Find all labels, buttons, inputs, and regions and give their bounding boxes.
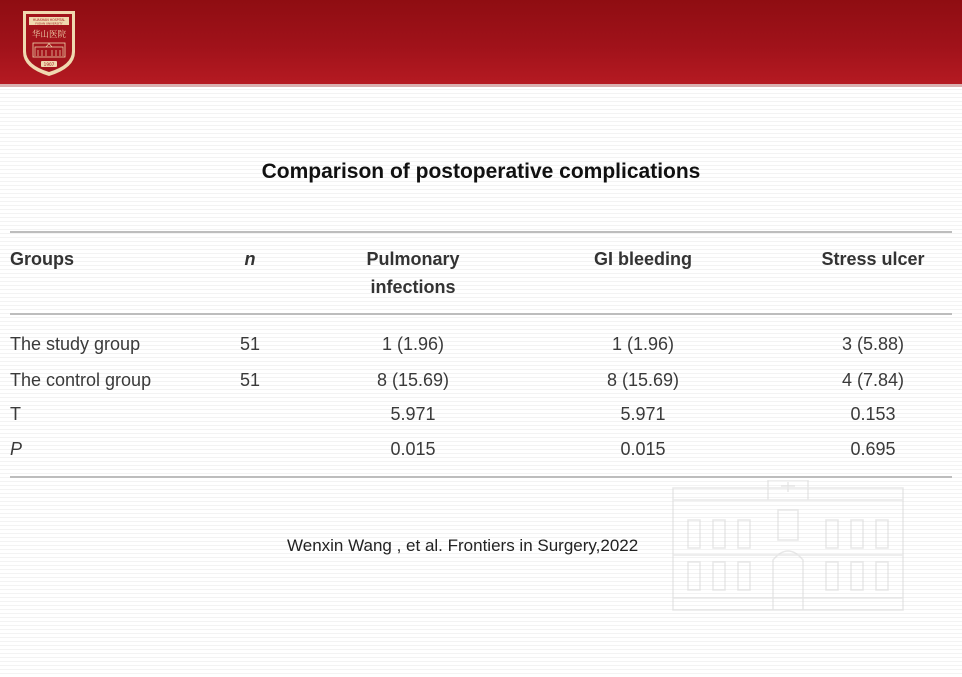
row-pulmonary: 1 (1.96) <box>381 334 445 354</box>
header-pulmonary-line-2: infections <box>370 277 456 297</box>
header-divider <box>0 84 962 87</box>
row-gi-bleeding: 8 (15.69) <box>606 370 680 390</box>
row-n: 51 <box>239 370 261 390</box>
row-label: The study group <box>10 334 141 354</box>
row-stress-ulcer: 0.695 <box>850 439 896 459</box>
row-label: P <box>10 439 23 459</box>
table-header-rule <box>10 313 952 315</box>
slide-title: Comparison of postoperative complications <box>261 160 701 183</box>
header-groups: Groups <box>10 249 75 269</box>
row-stress-ulcer: 3 (5.88) <box>841 334 905 354</box>
table-bottom-rule <box>10 476 952 478</box>
building-watermark <box>668 480 908 630</box>
row-pulmonary: 8 (15.69) <box>376 370 450 390</box>
row-label: The control group <box>10 370 152 390</box>
header-pulmonary-line-1: Pulmonary <box>366 249 460 269</box>
row-label: T <box>10 404 21 424</box>
row-gi-bleeding: 1 (1.96) <box>611 334 675 354</box>
header-n: n <box>244 249 256 269</box>
table-top-rule <box>10 231 952 233</box>
row-gi-bleeding: 0.015 <box>620 439 666 459</box>
logo-name-line-1: HUASHAN HOSPITAL <box>32 18 66 22</box>
logo-name-line-2: FUDAN UNIVERSITY <box>35 21 63 26</box>
row-pulmonary: 0.015 <box>390 439 436 459</box>
header-gi-bleeding: GI bleeding <box>593 249 692 269</box>
logo-chinese-text: 华山医院 <box>31 30 67 40</box>
header-bar <box>0 0 962 84</box>
row-stress-ulcer: 4 (7.84) <box>841 370 905 390</box>
citation: Wenxin Wang , et al. Frontiers in Surgery,2022 <box>287 536 639 555</box>
row-n: 51 <box>239 334 261 354</box>
row-stress-ulcer: 0.153 <box>850 404 896 424</box>
row-pulmonary: 5.971 <box>390 404 436 424</box>
header-stress-ulcer: Stress ulcer <box>821 249 925 269</box>
logo-year: 1907 <box>43 61 55 67</box>
hospital-logo <box>20 8 78 78</box>
row-gi-bleeding: 5.971 <box>620 404 666 424</box>
